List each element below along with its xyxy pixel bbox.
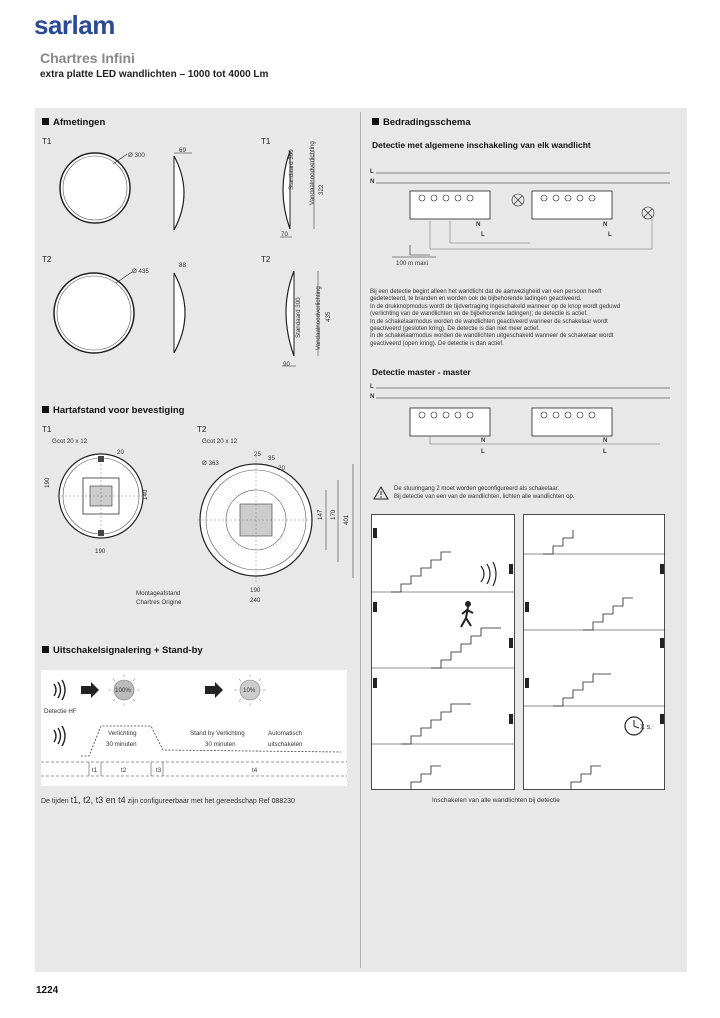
mount-t2-d20: 20 <box>278 465 285 472</box>
wiring-sub1: Detectie met algemene inschakeling van elk wandlicht <box>372 140 591 150</box>
product-title: Chartres Infini <box>40 50 135 66</box>
mount-t2-label: T2 <box>197 425 207 434</box>
auto-line1: Automatisch <box>268 730 303 737</box>
standby-line1: Stand by Verlichting <box>190 730 245 737</box>
stairs-diagram <box>371 514 667 790</box>
mount-t2-slot: Gcot 20 x 12 <box>202 438 238 445</box>
time-t3: t3 <box>156 767 162 774</box>
pct-low: 10% <box>243 687 256 694</box>
time-t1: t1 <box>92 767 98 774</box>
mount-t2-d25: 25 <box>254 451 261 458</box>
mount-t2-d170: 170 <box>330 509 337 520</box>
bullet-square-icon <box>42 646 49 653</box>
mount-t2-d240: 240 <box>250 597 261 604</box>
timer-label: X s. <box>640 724 653 731</box>
warning-icon <box>374 487 388 499</box>
t1-depth: 69 <box>179 147 186 154</box>
t2-side-height: 435 <box>325 311 332 322</box>
t1-side-standard: Standaard 300 <box>288 149 295 190</box>
mount-t2-diameter: Ø 363 <box>202 460 219 467</box>
mount-t2-d401: 401 <box>343 514 350 525</box>
lighting-line2: 30 minuten <box>106 741 137 748</box>
standby-heading: Uitschakelsignalering + Stand-by <box>42 645 203 656</box>
wiring-sub2: Detectie master - master <box>372 367 471 377</box>
dim-t1-label: T1 <box>42 137 52 146</box>
dimensions-heading: Afmetingen <box>42 117 105 128</box>
w1-N: N <box>370 178 375 185</box>
t1-profile-drawing <box>170 148 200 238</box>
w1-box2-L: L <box>608 231 612 238</box>
page-number: 1224 <box>36 985 59 996</box>
brand-logo: sarlam <box>34 10 115 40</box>
t2-diameter: Ø 435 <box>132 268 149 275</box>
mount-t1-label: T1 <box>42 425 52 434</box>
dim-t2-side-label: T2 <box>261 255 271 264</box>
wiring-description: Bij een detectie begint alleen het wandlicht dat de aanwezigheid van een persoon heeft gedetecteerd, te branden en worden ook de bijbehorende ladingen geactiveerd. In de drukknopmodus wordt de tijdvertraging ingeschakeld wanneer op de knop wordt geduwd (verlichting van de wandlichten en de bijbehorende ladingen); de detectie is actief. In de schakelaarmodus worden de wandlichten geactiveerd wanneer de schakelaar wordt geactiveerd (gesloten kring). De detectie is dan niet meer actief. In de schakelaarmodus worden de wandlichten uitgeschakeld wanneer de schakelaar wordt geactiveerd (open kring). De detectie is dan actief. <box>370 289 621 347</box>
bullet-square-icon <box>372 118 379 125</box>
time-t2: t2 <box>121 767 127 774</box>
w1-dist: 100 m maxi <box>396 260 428 267</box>
t1-side-width: 70 <box>281 231 288 238</box>
t2-profile-drawing <box>170 268 200 368</box>
product-subtitle: extra platte LED wandlichten – 1000 tot 4000 Lm <box>40 69 269 80</box>
w1-box1-N: N <box>476 221 481 228</box>
t2-depth: 88 <box>179 262 186 269</box>
t1-side-emergency: Vandaalnoodverlichting <box>309 141 316 205</box>
standby-graphics <box>41 670 347 786</box>
mount-t1-slot: Gcot 20 x 12 <box>52 438 88 445</box>
mount-t1-bottom: 190 <box>95 548 106 555</box>
t2-side-standard: Standaard 300 <box>295 297 302 338</box>
standby-footnote: De tijden t1, t2, t3 en t4 zijn configureerbaar met het gereedschap Ref 088230 <box>41 795 295 805</box>
dim-t2-label: T2 <box>42 255 52 264</box>
lighting-line1: Verlichting <box>108 730 137 737</box>
detect-label: Detectie HF <box>44 708 77 715</box>
w2-L: L <box>370 383 374 390</box>
mount-t1-top: 20 <box>117 449 124 456</box>
t1-side-drawing <box>270 145 330 245</box>
t2-front-drawing <box>50 268 150 368</box>
w2-box1-L: L <box>481 448 485 455</box>
pct-full: 100% <box>115 687 131 694</box>
w2-box1-N: N <box>481 437 486 444</box>
mount-t1-right: 140 <box>142 489 149 500</box>
column-divider <box>360 112 361 968</box>
mount-t2-d35: 35 <box>268 455 275 462</box>
mounting-heading: Hartafstand voor bevestiging <box>42 405 184 416</box>
w1-box2-N: N <box>603 221 608 228</box>
mount-t2-d190: 190 <box>250 587 261 594</box>
w1-L: L <box>370 168 374 175</box>
time-t4: t4 <box>252 767 258 774</box>
wiring-diagram-2 <box>370 382 685 462</box>
t1-side-height: 322 <box>318 184 325 195</box>
mount-note-line1: Montageafstand <box>136 590 181 597</box>
mount-t2-d147: 147 <box>317 509 324 520</box>
t2-side-width: 90 <box>283 361 290 368</box>
dim-t1-side-label: T1 <box>261 137 271 146</box>
mount-note-line2: Chartres Origine <box>136 599 182 606</box>
wiring-diagram-1 <box>370 165 685 275</box>
bullet-square-icon <box>42 406 49 413</box>
w2-box2-L: L <box>603 448 607 455</box>
w1-box1-L: L <box>481 231 485 238</box>
t1-diameter: Ø 300 <box>128 152 145 159</box>
t1-front-drawing <box>55 148 145 238</box>
mount-t1-left: 190 <box>44 477 51 488</box>
bullet-square-icon <box>42 118 49 125</box>
auto-line2: uitschakelen <box>268 741 303 748</box>
t2-side-emergency: Vandaalnoodverlichting <box>315 286 322 350</box>
standby-line2: 30 minuten <box>205 741 236 748</box>
mount-t1-drawing <box>55 448 155 548</box>
w2-N: N <box>370 393 375 400</box>
wiring-heading: Bedradingsschema <box>372 117 471 128</box>
w2-box2-N: N <box>603 437 608 444</box>
stairs-caption: Inschakelen van alle wandlichten bij detectie <box>432 797 560 804</box>
